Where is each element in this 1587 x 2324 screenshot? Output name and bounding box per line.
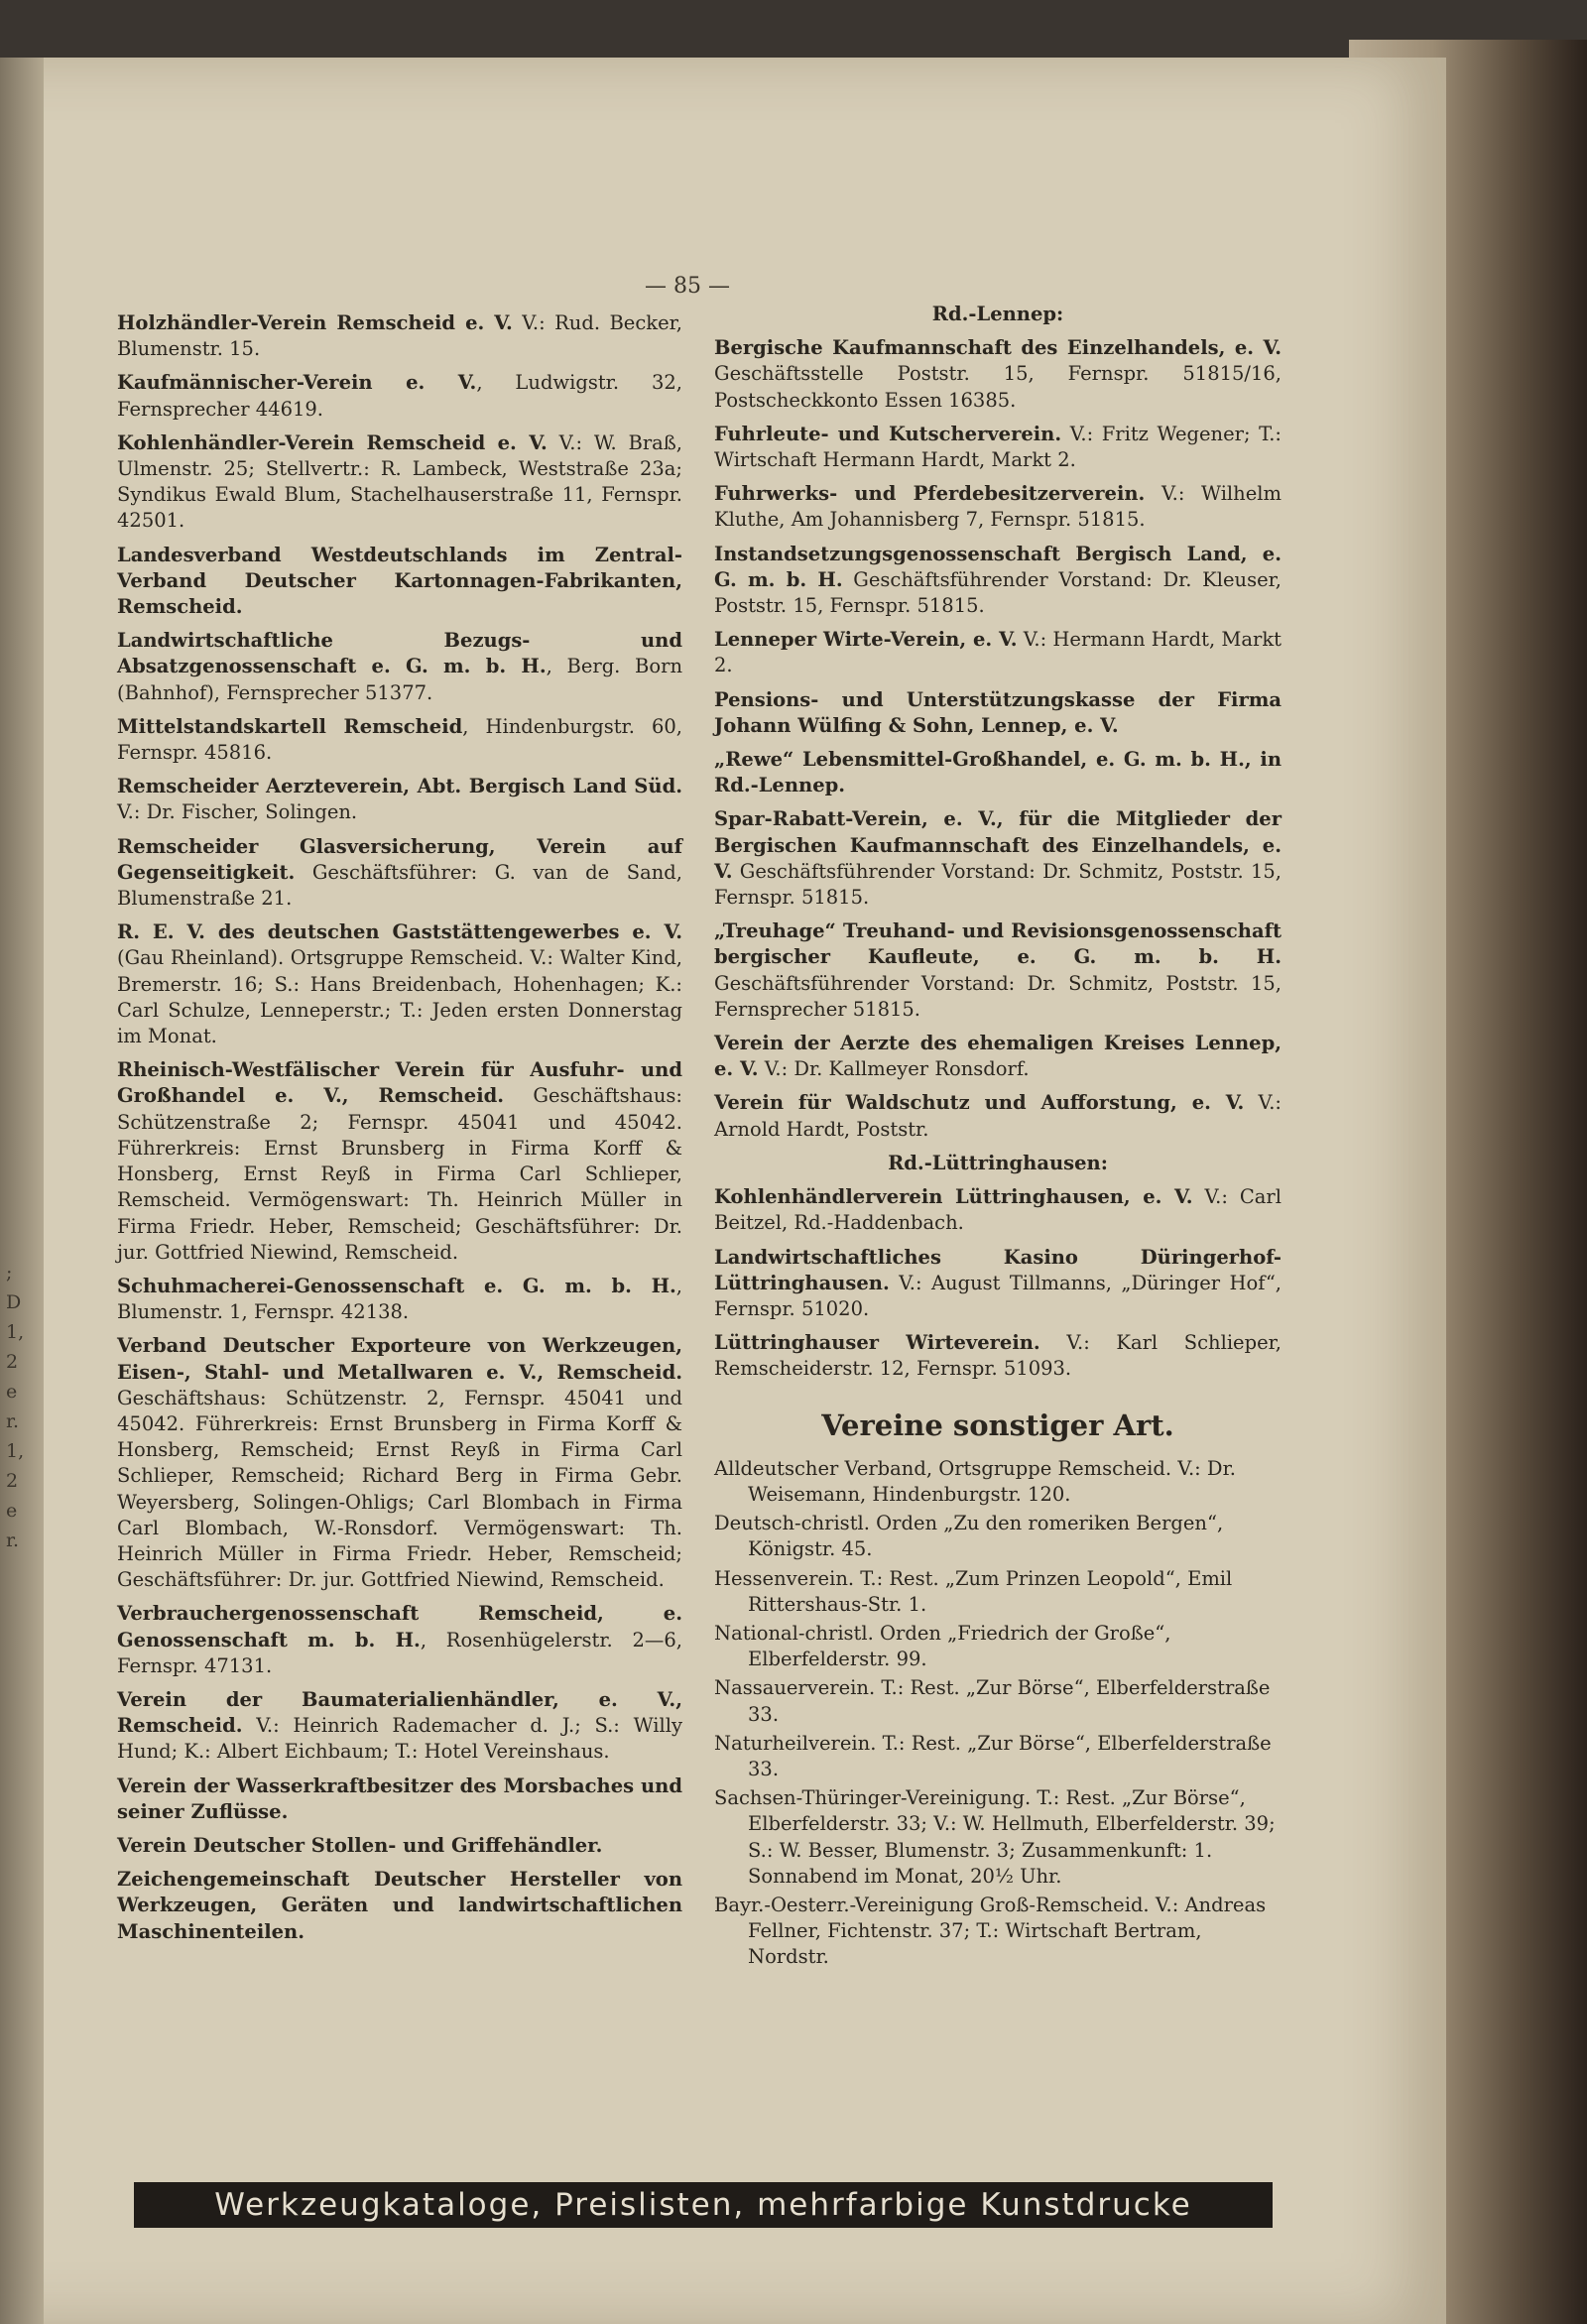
directory-entry (117, 919, 682, 1049)
entry-text: Geschäftsführer: G. van de Sand, Blumenstraße 21. (117, 860, 682, 911)
previous-page-strip (0, 58, 44, 2324)
directory-entry (714, 1090, 1282, 1142)
entry-title: Remscheider Aerzteverein, Abt. Bergisch Land Süd. (117, 775, 682, 798)
entry-title: Remscheider Glasversicherung, Verein auf Gegenseitigkeit. (117, 834, 682, 884)
entry-text: V.: August Tillmanns, „Düringer Hof“, Fernspr. 51020. (714, 1271, 1282, 1320)
directory-entry (714, 687, 1282, 739)
directory-entry (117, 1833, 682, 1859)
other-club-entry: Bayr.-Oesterr.-Vereinigung Groß-Remscheid. V.: Andreas Fellner, Fichtenstr. 37; T.: Wirtschaft Bertram, Nordstr. (714, 1893, 1267, 1969)
entry-text: Geschäftsführender Vorstand: Dr. Kleuser, Poststr. 15, Fernspr. 51815. (714, 567, 1282, 618)
directory-entry (117, 1333, 682, 1593)
book-page (0, 58, 1446, 2324)
section-heading-other-clubs: Vereine sonstiger Art. (821, 1407, 1174, 1442)
directory-entry (714, 747, 1282, 798)
advertising-banner: Werkzeugkataloge, Preislisten, mehrfarbige Kunstdrucke (134, 2182, 1273, 2228)
entry-title: Kohlenhändlerverein Lüttringhausen, e. V. (714, 1185, 1193, 1209)
directory-entry (714, 918, 1282, 1023)
entry-title: Verein Deutscher Stollen- und Griffehändler. (117, 1833, 603, 1857)
entry-title: Verein der Baumaterialienhändler, e. V., Remscheid. (117, 1687, 682, 1738)
entry-title: Landwirtschaftliches Kasino Düringerhof-Lüttringhausen. (714, 1245, 1282, 1294)
heading-rd-lennep: Rd.-Lennep: (931, 303, 1064, 325)
entry-title: Lenneper Wirte-Verein, e. V. (714, 628, 1018, 652)
other-club-entry: Hessenverein. T.: Rest. „Zum Prinzen Leopold“, Emil Rittershaus-Str. 1. (714, 1566, 1233, 1616)
entry-text: V.: Arnold Hardt, Poststr. (714, 1091, 1282, 1141)
directory-entry (117, 714, 682, 766)
entry-text: V.: Hermann Hardt, Markt 2. (714, 628, 1282, 677)
entry-text: V.: Wilhelm Kluthe, Am Johannisberg 7, Fernspr. 51815. (714, 482, 1282, 532)
margin-mark: ; (6, 1262, 13, 1284)
directory-entry (117, 310, 682, 362)
entry-title: Pensions- und Unterstützungskasse der Firma Johann Wülfing & Sohn, Lennep, e. V. (714, 687, 1282, 737)
entry-text: V.: Rud. Becker, Blumenstr. 15. (117, 311, 682, 361)
entry-title: Mittelstandskartell Remscheid (117, 714, 463, 738)
other-club-entry: Deutsch-christl. Orden „Zu den romeriken Bergen“, Königstr. 45. (714, 1512, 1224, 1561)
entry-text: , Berg. Born (Bahnhof), Fernsprecher 51377. (117, 655, 682, 704)
margin-mark: r. (6, 1410, 20, 1432)
margin-mark: 2 (6, 1351, 19, 1373)
entry-text: V.: Dr. Kallmeyer Ronsdorf. (758, 1057, 1030, 1081)
directory-entry (117, 543, 682, 621)
page-number: — 85 — (645, 274, 730, 299)
entry-text: V.: Dr. Fischer, Solingen. (117, 800, 358, 824)
entry-title: R. E. V. des deutschen Gaststättengewerbes e. V. (117, 920, 682, 944)
entry-title: Holzhändler-Verein Remscheid e. V. (117, 311, 513, 334)
entry-title: Verbrauchergenossenschaft Remscheid, e. Genossenschaft m. b. H. (117, 1602, 682, 1651)
other-club-entry: Sachsen-Thüringer-Vereinigung. T.: Rest. „Zur Börse“, Elberfelderstr. 33; V.: W. Hellmuth, Elberfelderstr. 39; S.: W. Besser, Blumenstr. 3; Zusammenkunft: 1. Sonnabend im Monat, 20½ Uhr. (714, 1786, 1276, 1888)
entry-title: Fuhrleute- und Kutscherverein. (714, 422, 1062, 445)
directory-entry (714, 481, 1282, 533)
directory-entry (117, 1601, 682, 1679)
directory-entry (117, 370, 682, 422)
entry-title: Kohlenhändler-Verein Remscheid e. V. (117, 430, 548, 454)
margin-mark: 2 (6, 1470, 19, 1492)
entry-text: Geschäftsstelle Poststr. 15, Fernspr. 51815/16, Postscheckkonto Essen 16385. (714, 362, 1282, 412)
entry-text: (Gau Rheinland). Ortsgruppe Remscheid. V.: Walter Kind, Bremerstr. 16; S.: Hans Breidenbach, Hohenhagen; K.: Carl Schulze, Lenneperstr.; T.: Jeden ersten Donnerstag im Monat. (117, 946, 682, 1048)
directory-entry (117, 834, 682, 913)
directory-entry (117, 628, 682, 706)
entry-title: Schuhmacherei-Genossenschaft e. G. m. b. H. (117, 1274, 676, 1297)
directory-entry (117, 430, 682, 535)
entry-title: „Rewe“ Lebensmittel-Großhandel, e. G. m. b. H., in Rd.-Lennep. (714, 748, 1282, 797)
entry-text: , Ludwigstr. 32, Fernsprecher 44619. (117, 371, 682, 421)
entry-text: V.: Heinrich Rademacher d. J.; S.: Willy Hund; K.: Albert Eichbaum; T.: Hotel Vereinshaus. (117, 1714, 682, 1764)
other-club-entry: Nassauerverein. T.: Rest. „Zur Börse“, Elberfelderstraße 33. (714, 1676, 1271, 1726)
other-club-entry: National-christl. Orden „Friedrich der Große“, Elberfelderstr. 99. (714, 1621, 1171, 1671)
directory-entry (714, 806, 1282, 911)
left-column (117, 310, 682, 1953)
entry-title: Verein der Aerzte des ehemaligen Kreises Lennep, e. V. (714, 1032, 1282, 1081)
margin-mark: 1, (6, 1440, 25, 1462)
entry-text: , Blumenstr. 1, Fernspr. 42138. (117, 1274, 682, 1324)
margin-mark: e (6, 1381, 18, 1403)
directory-entry (714, 422, 1282, 473)
directory-entry (714, 542, 1282, 620)
entry-title: Zeichengemeinschaft Deutscher Hersteller von Werkzeugen, Geräten und landwirtschaftlichen Maschinenteilen. (117, 1868, 682, 1943)
entry-title: Verein der Wasserkraftbesitzer des Morsbaches und seiner Zuflüsse. (117, 1774, 682, 1823)
directory-entry (117, 1274, 682, 1325)
heading-rd-luettringhausen: Rd.-Lüttringhausen: (888, 1151, 1108, 1174)
directory-entry (117, 1057, 682, 1266)
directory-entry (714, 627, 1282, 678)
other-club-entry: Alldeutscher Verband, Ortsgruppe Remscheid. V.: Dr. Weisemann, Hindenburgstr. 120. (714, 1456, 1236, 1506)
entry-text: Geschäftsführender Vorstand: Dr. Schmitz, Poststr. 15, Fernsprecher 51815. (714, 971, 1282, 1021)
entry-title: „Treuhage“ Treuhand- und Revisionsgenossenschaft bergischer Kaufleute, e. G. m. b. H. (714, 919, 1282, 969)
entry-text: Geschäftshaus: Schützenstraße 2; Fernspr. 45041 und 45042. Führerkreis: Ernst Brunsberg in Firma Korff & Honsberg, Ernst Reyß in Firma Carl Schlieper, Remscheid. Vermögenswart: Th. Heinrich Müller in Firma Friedr. Heber, Remscheid; Geschäftsführer: Dr. jur. Gottfried Niewind, Remscheid. (117, 1084, 682, 1264)
other-clubs-list (714, 1456, 1282, 1971)
directory-entry (117, 1774, 682, 1825)
entry-title: Landesverband Westdeutschlands im Zentral-Verband Deutscher Kartonnagen-Fabrikanten, Remscheid. (117, 543, 682, 619)
directory-entry (714, 1330, 1282, 1382)
directory-entry (714, 1031, 1282, 1082)
entry-text: , Rosenhügelerstr. 2—6, Fernspr. 47131. (117, 1628, 682, 1677)
directory-entry (714, 1245, 1282, 1323)
directory-entry (714, 335, 1282, 414)
margin-mark: D (6, 1291, 22, 1313)
entry-title: Lüttringhauser Wirteverein. (714, 1331, 1040, 1355)
margin-mark: 1, (6, 1321, 25, 1343)
entry-text: Geschäftshaus: Schützenstr. 2, Fernspr. 45041 und 45042. Führerkreis: Ernst Brunsberg in Firma Korff & Honsberg, Remscheid; Ernst Reyß in Firma Carl Schlieper, Remscheid; Richard Berg in Firma Gebr. Weyersberg, Solingen-Ohligs; Carl Blombach in Firma Carl Blombach, W.-Ronsdorf. Vermögenswart: Th. Heinrich Müller in Firma Friedr. Heber, Remscheid; Geschäftsführer: Dr. jur. Gottfried Niewind, Remscheid. (117, 1386, 682, 1592)
entry-text: V.: Karl Schlieper, Remscheiderstr. 12, Fernspr. 51093. (714, 1331, 1282, 1381)
lennep-entries (714, 335, 1282, 1143)
directory-entry (714, 1184, 1282, 1236)
directory-entry (117, 1867, 682, 1945)
entry-title: Instandsetzungsgenossenschaft Bergisch Land, e. G. m. b. H. (714, 542, 1282, 591)
entry-text: , Hindenburgstr. 60, Fernspr. 45816. (117, 714, 682, 765)
entry-text: V.: Fritz Wegener; T.: Wirtschaft Hermann Hardt, Markt 2. (714, 422, 1282, 472)
entry-text: Geschäftsführender Vorstand: Dr. Schmitz, Poststr. 15, Fernspr. 51815. (714, 859, 1282, 910)
other-club-entry: Naturheilverein. T.: Rest. „Zur Börse“, Elberfelderstraße 33. (714, 1731, 1272, 1780)
entry-title: Kaufmännischer-Verein e. V. (117, 371, 477, 395)
margin-marks (6, 1258, 24, 1555)
luettringhausen-entries (714, 1184, 1282, 1382)
entry-text: V.: Carl Beitzel, Rd.-Haddenbach. (714, 1185, 1282, 1235)
margin-mark: e (6, 1500, 18, 1522)
directory-entry (117, 774, 682, 825)
right-column (714, 296, 1282, 1974)
entry-title: Spar-Rabatt-Verein, e. V., für die Mitglieder der Bergischen Kaufmannschaft des Einzelhandels, e. V. (714, 807, 1282, 883)
entry-title: Bergische Kaufmannschaft des Einzelhandels, e. V. (714, 336, 1282, 360)
entry-title: Fuhrwerks- und Pferdebesitzerverein. (714, 482, 1146, 506)
margin-mark: r. (6, 1529, 20, 1551)
entry-title: Rheinisch-Westfälischer Verein für Ausfuhr- und Großhandel e. V., Remscheid. (117, 1058, 682, 1108)
entry-title: Verband Deutscher Exporteure von Werkzeugen, Eisen-, Stahl- und Metallwaren e. V., Remscheid. (117, 1334, 682, 1384)
entry-title: Landwirtschaftliche Bezugs- und Absatzgenossenschaft e. G. m. b. H. (117, 629, 682, 678)
entry-text: V.: W. Braß, Ulmenstr. 25; Stellvertr.: R. Lambeck, Weststraße 23a; Syndikus Ewald Blum, Stachelhauserstraße 11, Fernspr. 42501. (117, 430, 683, 533)
entry-title: Verein für Waldschutz und Aufforstung, e. V. (714, 1091, 1245, 1115)
directory-entry (117, 1687, 682, 1766)
